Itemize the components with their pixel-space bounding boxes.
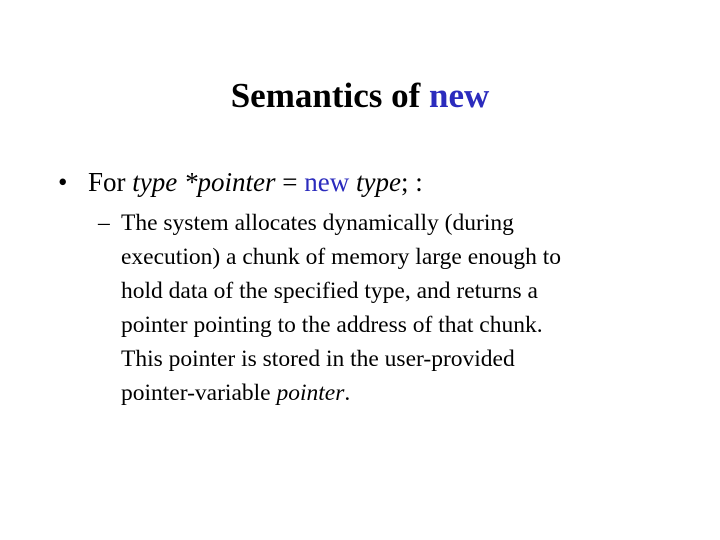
sub-bullet-line: hold data of the specified type, and returns a (121, 278, 538, 304)
sub-bullet-marker: – (98, 210, 110, 236)
sub-bullet (98, 206, 698, 410)
last-line-prefix: pointer-variable (121, 380, 277, 406)
bullet-type: type (132, 167, 178, 197)
title-prefix: Semantics of (230, 76, 430, 115)
title-keyword: new (429, 76, 490, 115)
last-line-variable: pointer (276, 380, 345, 406)
bullet-marker: • (58, 167, 68, 197)
sub-bullet-line: The system allocates dynamically (during (121, 210, 514, 236)
slide-title (0, 70, 720, 122)
bullet-tail: ; : (400, 167, 423, 197)
last-line-suffix: . (344, 380, 351, 406)
bullet-equals: = (275, 167, 305, 197)
bullet-pointer-decl: *pointer (177, 167, 276, 197)
sub-bullet-line: This pointer is stored in the user-provided (121, 346, 515, 372)
bullet-lead: For (88, 167, 133, 197)
sub-bullet-line: pointer pointing to the address of that chunk. (121, 312, 543, 338)
bullet-keyword: new (304, 167, 350, 197)
bullet-type-2: type (349, 167, 401, 197)
sub-bullet-line: execution) a chunk of memory large enough to (121, 244, 562, 270)
sub-bullet-last-line (98, 376, 698, 410)
bullet-item (58, 164, 423, 200)
